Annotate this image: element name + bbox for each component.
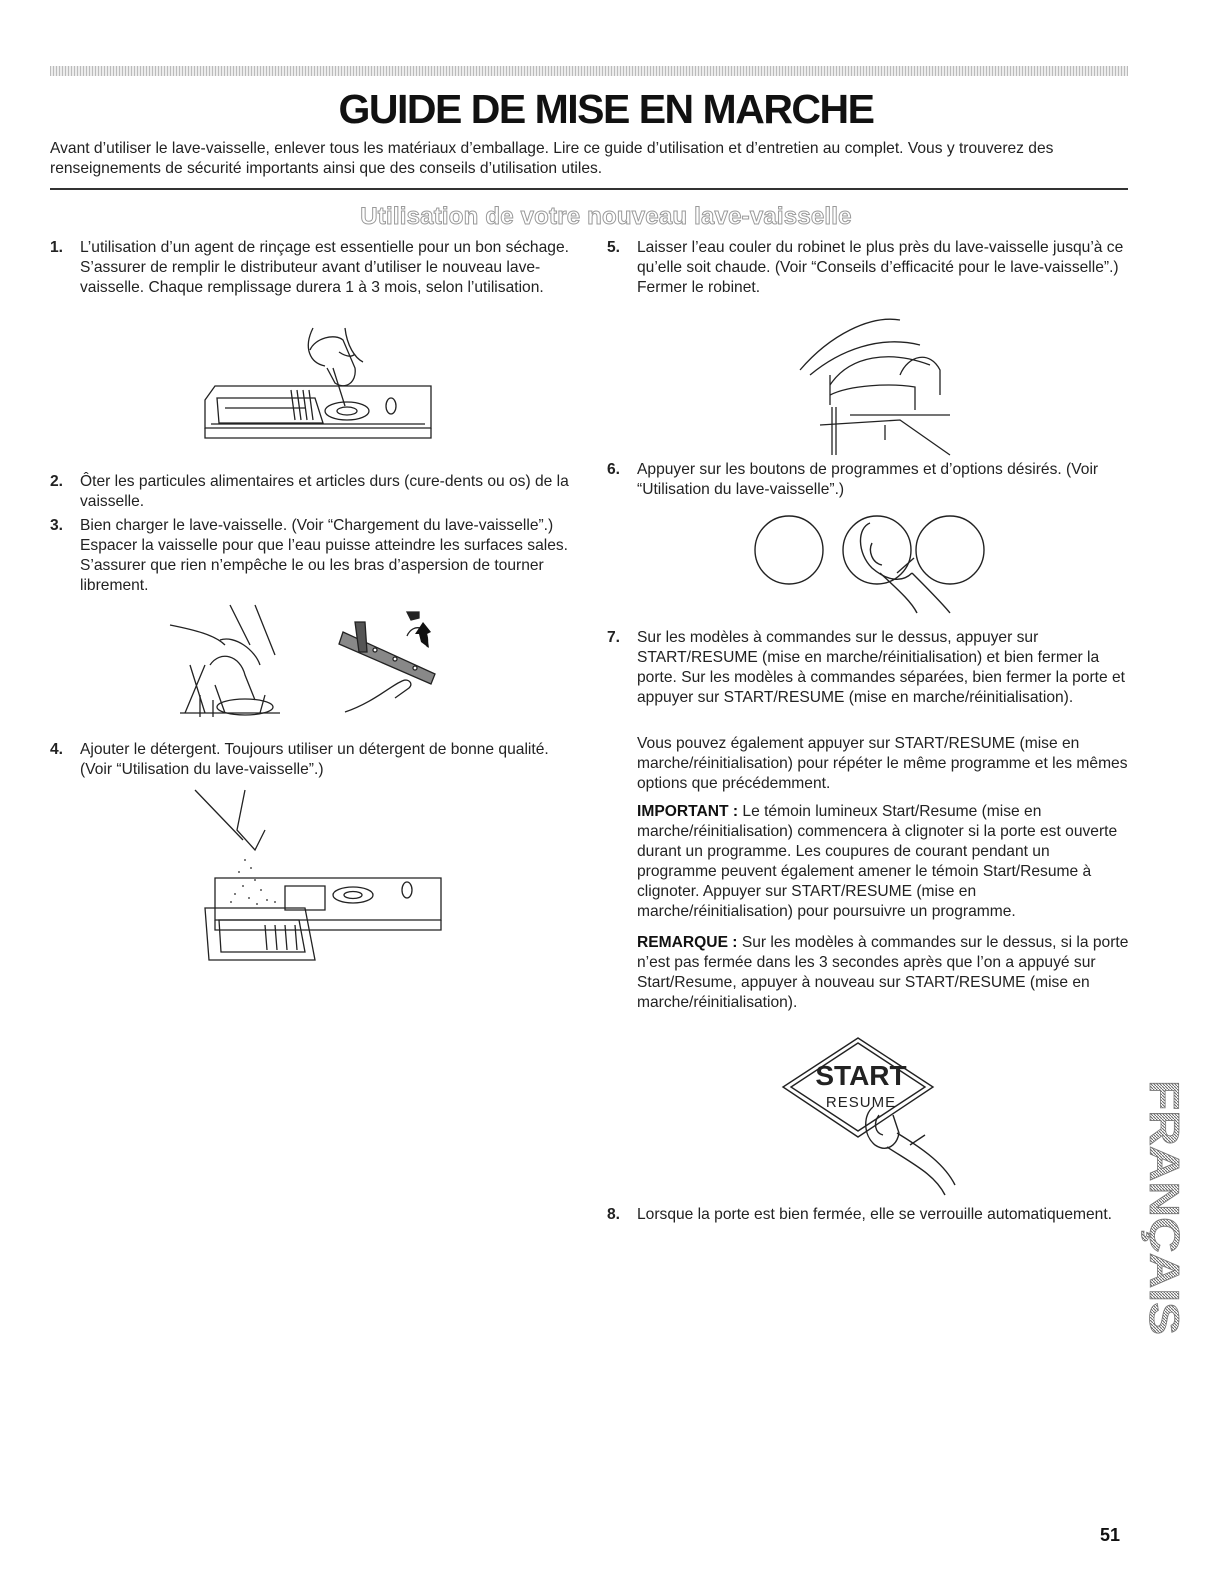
step-1	[50, 238, 574, 298]
step-text: Laisser l’eau couler du robinet le plus près du lave-vaisselle jusqu’à ce qu’elle soit chaude. (Voir “Conseils d’efficacité pour le lave-vaisselle”.) Fermer le robinet.	[637, 239, 1124, 296]
faucet-illustration	[790, 315, 955, 455]
step-text: Appuyer sur les boutons de programmes et d’options désirés. (Voir “Utilisation du lave-vaisselle”.)	[637, 461, 1099, 498]
important-text: Le témoin lumineux Start/Resume (mise en marche/réinitialisation) commencera à clignoter si la porte est ouverte durant un programme. Les coupures de courant pendant un programme peuvent également amener le témoin Start/Resume à clignoter. Appuyer sur START/RESUME (mise en marche/réinitialisation) pour poursuivre un programme.	[637, 803, 1118, 920]
step-number: 6.	[607, 461, 621, 478]
step-5	[607, 238, 1132, 298]
step-text: Sur les modèles à commandes sur le dessus, appuyer sur START/RESUME (mise en marche/réinitialisation) et bien fermer la porte. Sur les modèles à commandes séparées, bien fermer la porte et appuyer sur START/RESUME (mise en marche/réinitialisation).	[637, 629, 1125, 706]
remarque-label: REMARQUE :	[637, 934, 738, 951]
remarque-text: Sur les modèles à commandes sur le dessus, si la porte n’est pas fermée dans les 3 secondes après que l’on a appuyé sur Start/Resume, appuyer à nouveau sur START/RESUME (mise en marche/réinitialisation).	[637, 934, 1129, 1011]
step-text: Ajouter le détergent. Toujours utiliser un détergent de bonne qualité. (Voir “Utilisation du lave-vaisselle”.)	[80, 741, 549, 778]
step-number: 4.	[50, 741, 64, 758]
important-note	[637, 802, 1132, 922]
spray-arm-illustration	[335, 612, 445, 722]
start-label: START	[815, 1060, 907, 1091]
page-title: GUIDE DE MISE EN MARCHE	[338, 86, 874, 132]
step-text: Bien charger le lave-vaisselle. (Voir “Chargement du lave-vaisselle”.) Espacer la vaisselle pour que l’eau puisse atteindre les surfaces sales. S’assurer que rien n’empêche le ou les bras d’aspersion de tourner librement.	[80, 517, 569, 594]
detergent-dispenser-illustration	[195, 790, 445, 970]
intro-paragraph: Avant d’utiliser le lave-vaisselle, enlever tous les matériaux d’emballage. Lire ce guide d’utilisation et d’entretien au complet. Vous y trouverez des renseignements de sécurité importants ainsi que des conseils d’utilisation utiles.	[50, 140, 1054, 177]
header-band	[50, 66, 1128, 76]
step-text: L’utilisation d’un agent de rinçage est essentielle pour un bon séchage. S’assurer de remplir le distributeur avant d’utiliser le nouveau lave-vaisselle. Chaque remplissage durera 1 à 3 mois, selon l’utilisation.	[80, 239, 569, 296]
side-label-text: FRANÇAIS	[1141, 1080, 1188, 1297]
step-8	[607, 1205, 1132, 1225]
divider	[50, 188, 1128, 190]
rinse-aid-dispenser-illustration	[195, 328, 445, 453]
step-text: Ôter les particules alimentaires et articles durs (cure-dents ou os) de la vaisselle.	[80, 473, 569, 510]
step-6	[607, 460, 1132, 500]
important-label: IMPORTANT :	[637, 803, 739, 820]
step-4	[50, 740, 574, 780]
step-number: 1.	[50, 239, 64, 256]
step-number: 7.	[607, 629, 621, 646]
program-buttons-illustration	[752, 513, 987, 613]
section-title: Utilisation de votre nouveau lave-vaisselle	[360, 203, 852, 230]
step-3	[50, 516, 574, 596]
step-2	[50, 472, 574, 512]
step-number: 2.	[50, 473, 64, 490]
page-number: 51	[1100, 1525, 1121, 1545]
step-number: 8.	[607, 1206, 621, 1223]
loading-dishes-illustration	[165, 605, 295, 720]
step-number: 5.	[607, 239, 621, 256]
start-resume-button-illustration	[775, 1035, 965, 1195]
language-side-label	[1132, 1080, 1192, 1340]
remarque-note	[637, 933, 1132, 1013]
resume-label: RESUME	[825, 1094, 897, 1111]
step-text: Lorsque la porte est bien fermée, elle se verrouille automatiquement.	[637, 1206, 1113, 1223]
step-7-extra: Vous pouvez également appuyer sur START/RESUME (mise en marche/réinitialisation) pour répéter le même programme et les mêmes options que précédemment.	[637, 735, 1128, 792]
step-7	[607, 628, 1132, 708]
step-number: 3.	[50, 517, 64, 534]
